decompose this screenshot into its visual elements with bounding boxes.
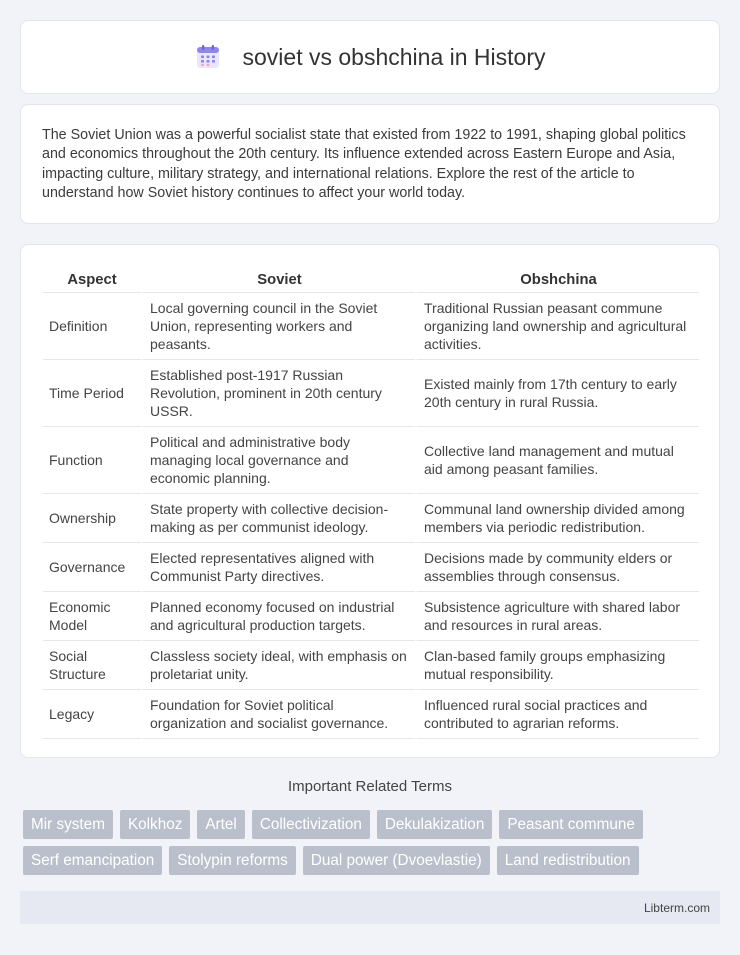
related-term-tag[interactable]: Land redistribution [497, 846, 639, 875]
row-aspect: Legacy [43, 690, 141, 739]
table-row [43, 592, 699, 641]
related-term-tag[interactable]: Kolkhoz [120, 810, 190, 839]
related-term-tag[interactable]: Serf emancipation [23, 846, 162, 875]
table-header-row [43, 263, 699, 293]
table-row [43, 494, 699, 543]
footer-site-link[interactable]: Libterm.com [643, 900, 710, 915]
calendar-icon [195, 44, 221, 70]
related-term-tag[interactable]: Dekulakization [377, 810, 492, 839]
row-obshchina: Subsistence agriculture with shared labor and resources in rural areas. [415, 592, 699, 641]
row-obshchina: Communal land ownership divided among members via periodic redistribution. [415, 494, 699, 543]
row-soviet: Established post-1917 Russian Revolution, prominent in 20th century USSR. [141, 360, 415, 427]
row-soviet: State property with collective decision-making as per communist ideology. [141, 494, 415, 543]
table-row [43, 641, 699, 690]
column-header-soviet: Soviet [141, 263, 415, 293]
related-term-tag[interactable]: Peasant commune [499, 810, 643, 839]
page-title: soviet vs obshchina in History [242, 43, 546, 70]
table-row [43, 690, 699, 739]
header-card [20, 20, 720, 94]
table-row [43, 543, 699, 592]
intro-paragraph: The Soviet Union was a powerful socialist state that existed from 1922 to 1991, shaping global politics and economics throughout the 20th century. Its influence extended across Eastern Europe and Asia, impacting culture, military strategy, and international relations. Explore the rest of the article to understand how Soviet history continues to affect your world today. [42, 127, 686, 202]
related-terms-list [23, 810, 713, 875]
column-header-aspect: Aspect [43, 263, 141, 293]
row-obshchina: Clan-based family groups emphasizing mutual responsibility. [415, 641, 699, 690]
table-row [43, 293, 699, 360]
table-row [43, 360, 699, 427]
comparison-table [43, 263, 699, 739]
table-row [43, 427, 699, 494]
row-soviet: Elected representatives aligned with Communist Party directives. [141, 543, 415, 592]
related-term-tag[interactable]: Artel [197, 810, 244, 839]
related-term-tag[interactable]: Collectivization [252, 810, 370, 839]
row-soviet: Foundation for Soviet political organization and socialist governance. [141, 690, 415, 739]
row-aspect: Social Structure [43, 641, 141, 690]
row-aspect: Governance [43, 543, 141, 592]
row-obshchina: Existed mainly from 17th century to early 20th century in rural Russia. [415, 360, 699, 427]
row-soviet: Classless society ideal, with emphasis on proletariat unity. [141, 641, 415, 690]
related-term-tag[interactable]: Stolypin reforms [169, 846, 296, 875]
footer [20, 891, 720, 924]
row-obshchina: Influenced rural social practices and contributed to agrarian reforms. [415, 690, 699, 739]
comparison-card [20, 244, 720, 758]
row-soviet: Political and administrative body managing local governance and economic planning. [141, 427, 415, 494]
column-header-obshchina: Obshchina [415, 263, 699, 293]
related-terms-title: Important Related Terms [288, 778, 452, 795]
related-term-tag[interactable]: Dual power (Dvoevlastie) [303, 846, 490, 875]
related-term-tag[interactable]: Mir system [23, 810, 113, 839]
row-obshchina: Collective land management and mutual aid among peasant families. [415, 427, 699, 494]
intro-card [20, 104, 720, 224]
row-soviet: Planned economy focused on industrial and agricultural production targets. [141, 592, 415, 641]
row-aspect: Economic Model [43, 592, 141, 641]
row-soviet: Local governing council in the Soviet Union, representing workers and peasants. [141, 293, 415, 360]
row-aspect: Time Period [43, 360, 141, 427]
row-obshchina: Decisions made by community elders or assemblies through consensus. [415, 543, 699, 592]
row-obshchina: Traditional Russian peasant commune organizing land ownership and agricultural activities. [415, 293, 699, 360]
row-aspect: Ownership [43, 494, 141, 543]
row-aspect: Definition [43, 293, 141, 360]
row-aspect: Function [43, 427, 141, 494]
